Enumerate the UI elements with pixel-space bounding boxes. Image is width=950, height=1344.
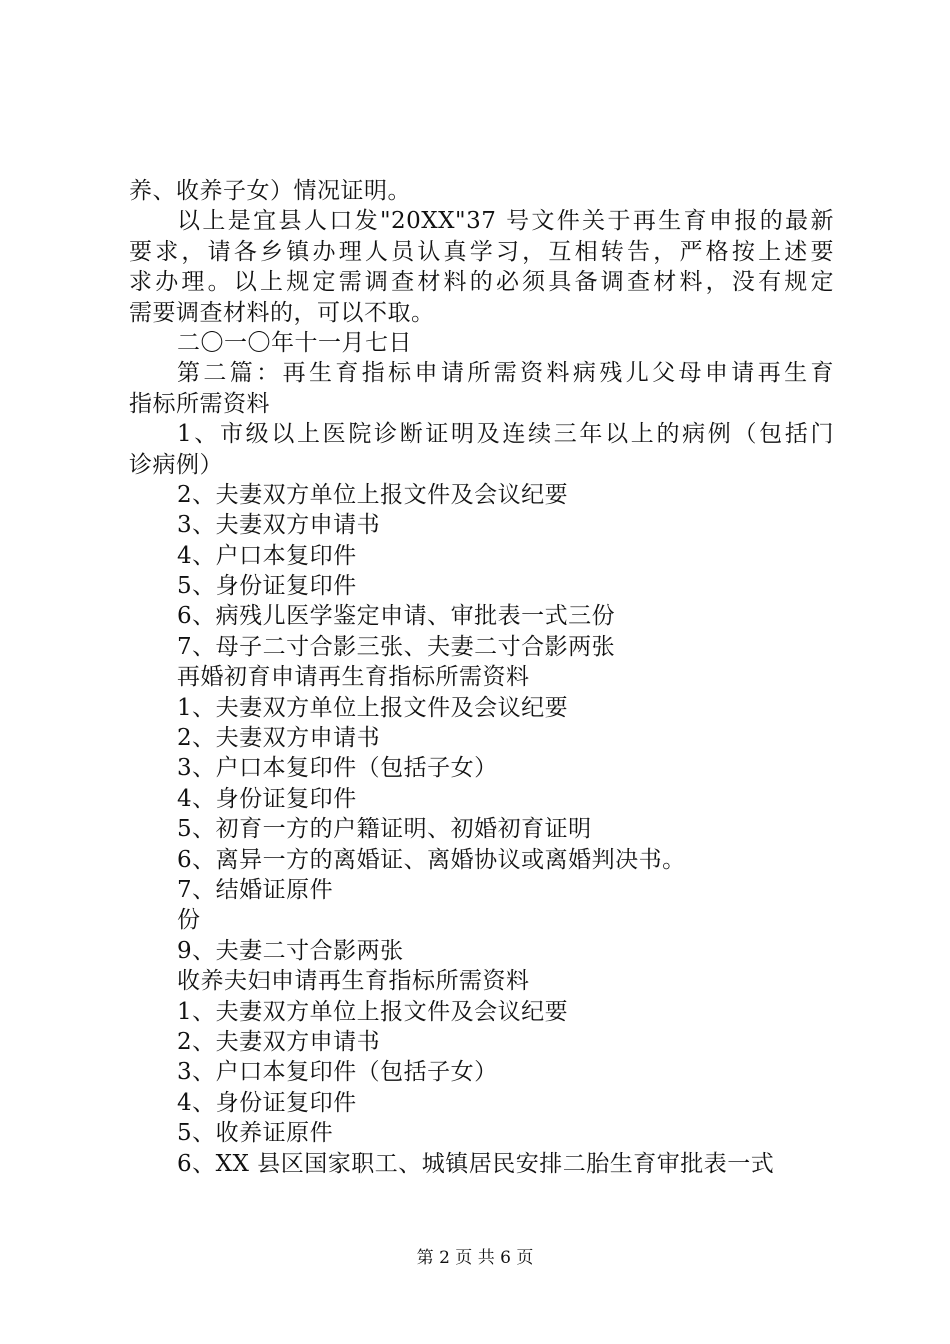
list-item: 4、户口本复印件 (177, 542, 357, 569)
list-item: 3、户口本复印件（包括子女） (177, 755, 498, 782)
paragraph-notice (129, 206, 834, 328)
section-heading: 指标所需资料 (129, 390, 270, 417)
section-heading: 第二篇：再生育指标申请所需资料病残儿父母申请再生育 (177, 360, 834, 387)
text-line: 养、收养子女）情况证明。 (129, 178, 411, 204)
paragraph-item-1 (129, 419, 834, 480)
paragraph-section-title (129, 358, 834, 419)
text-line: 以上是宜县人口发"20XX"37 号文件关于再生育申报的最新 (177, 208, 834, 235)
list-item: 诊病例） (129, 451, 223, 478)
text-line: 需要调查材料的，可以不取。 (129, 299, 435, 326)
document-body (129, 176, 834, 1179)
list-item: 5、身份证复印件 (177, 573, 357, 600)
list-item: 7、结婚证原件 (177, 876, 334, 903)
list-item: 9、夫妻二寸合影两张 (177, 937, 404, 964)
list-item: 5、初育一方的户籍证明、初婚初育证明 (177, 816, 592, 843)
date-line: 二〇一〇年十一月七日 (177, 329, 412, 356)
subsection-heading: 再婚初育申请再生育指标所需资料 (177, 664, 530, 691)
list-item: 3、户口本复印件（包括子女） (177, 1059, 498, 1086)
list-item: 5、收养证原件 (177, 1120, 334, 1147)
text-line: 求办理。以上规定需调查材料的必须具备调查材料，没有规定 (129, 269, 834, 296)
list-item: 1、夫妻双方单位上报文件及会议纪要 (177, 694, 569, 721)
list-item: 2、夫妻双方申请书 (177, 1028, 381, 1055)
list-item: 份 (177, 907, 201, 934)
list-item: 6、离异一方的离婚证、离婚协议或离婚判决书。 (177, 846, 686, 873)
list-item: 7、母子二寸合影三张、夫妻二寸合影两张 (177, 633, 616, 660)
list-item: 2、夫妻双方申请书 (177, 725, 381, 752)
list-item: 2、夫妻双方单位上报文件及会议纪要 (177, 481, 569, 508)
subsection-heading: 收养夫妇申请再生育指标所需资料 (177, 968, 530, 995)
text-line: 要求，请各乡镇办理人员认真学习，互相转告，严格按上述要 (129, 238, 834, 265)
page-number-footer: 第 2 页 共 6 页 (416, 1248, 534, 1268)
list-item: 6、XX 县区国家职工、城镇居民安排二胎生育审批表一式 (177, 1150, 775, 1177)
list-item: 1、夫妻双方单位上报文件及会议纪要 (177, 998, 569, 1025)
list-item: 4、身份证复印件 (177, 1089, 357, 1116)
list-item: 6、病残儿医学鉴定申请、审批表一式三份 (177, 603, 616, 630)
list-item: 1、市级以上医院诊断证明及连续三年以上的病例（包括门 (177, 421, 834, 448)
list-item: 3、夫妻双方申请书 (177, 512, 381, 539)
list-item: 4、身份证复印件 (177, 785, 357, 812)
